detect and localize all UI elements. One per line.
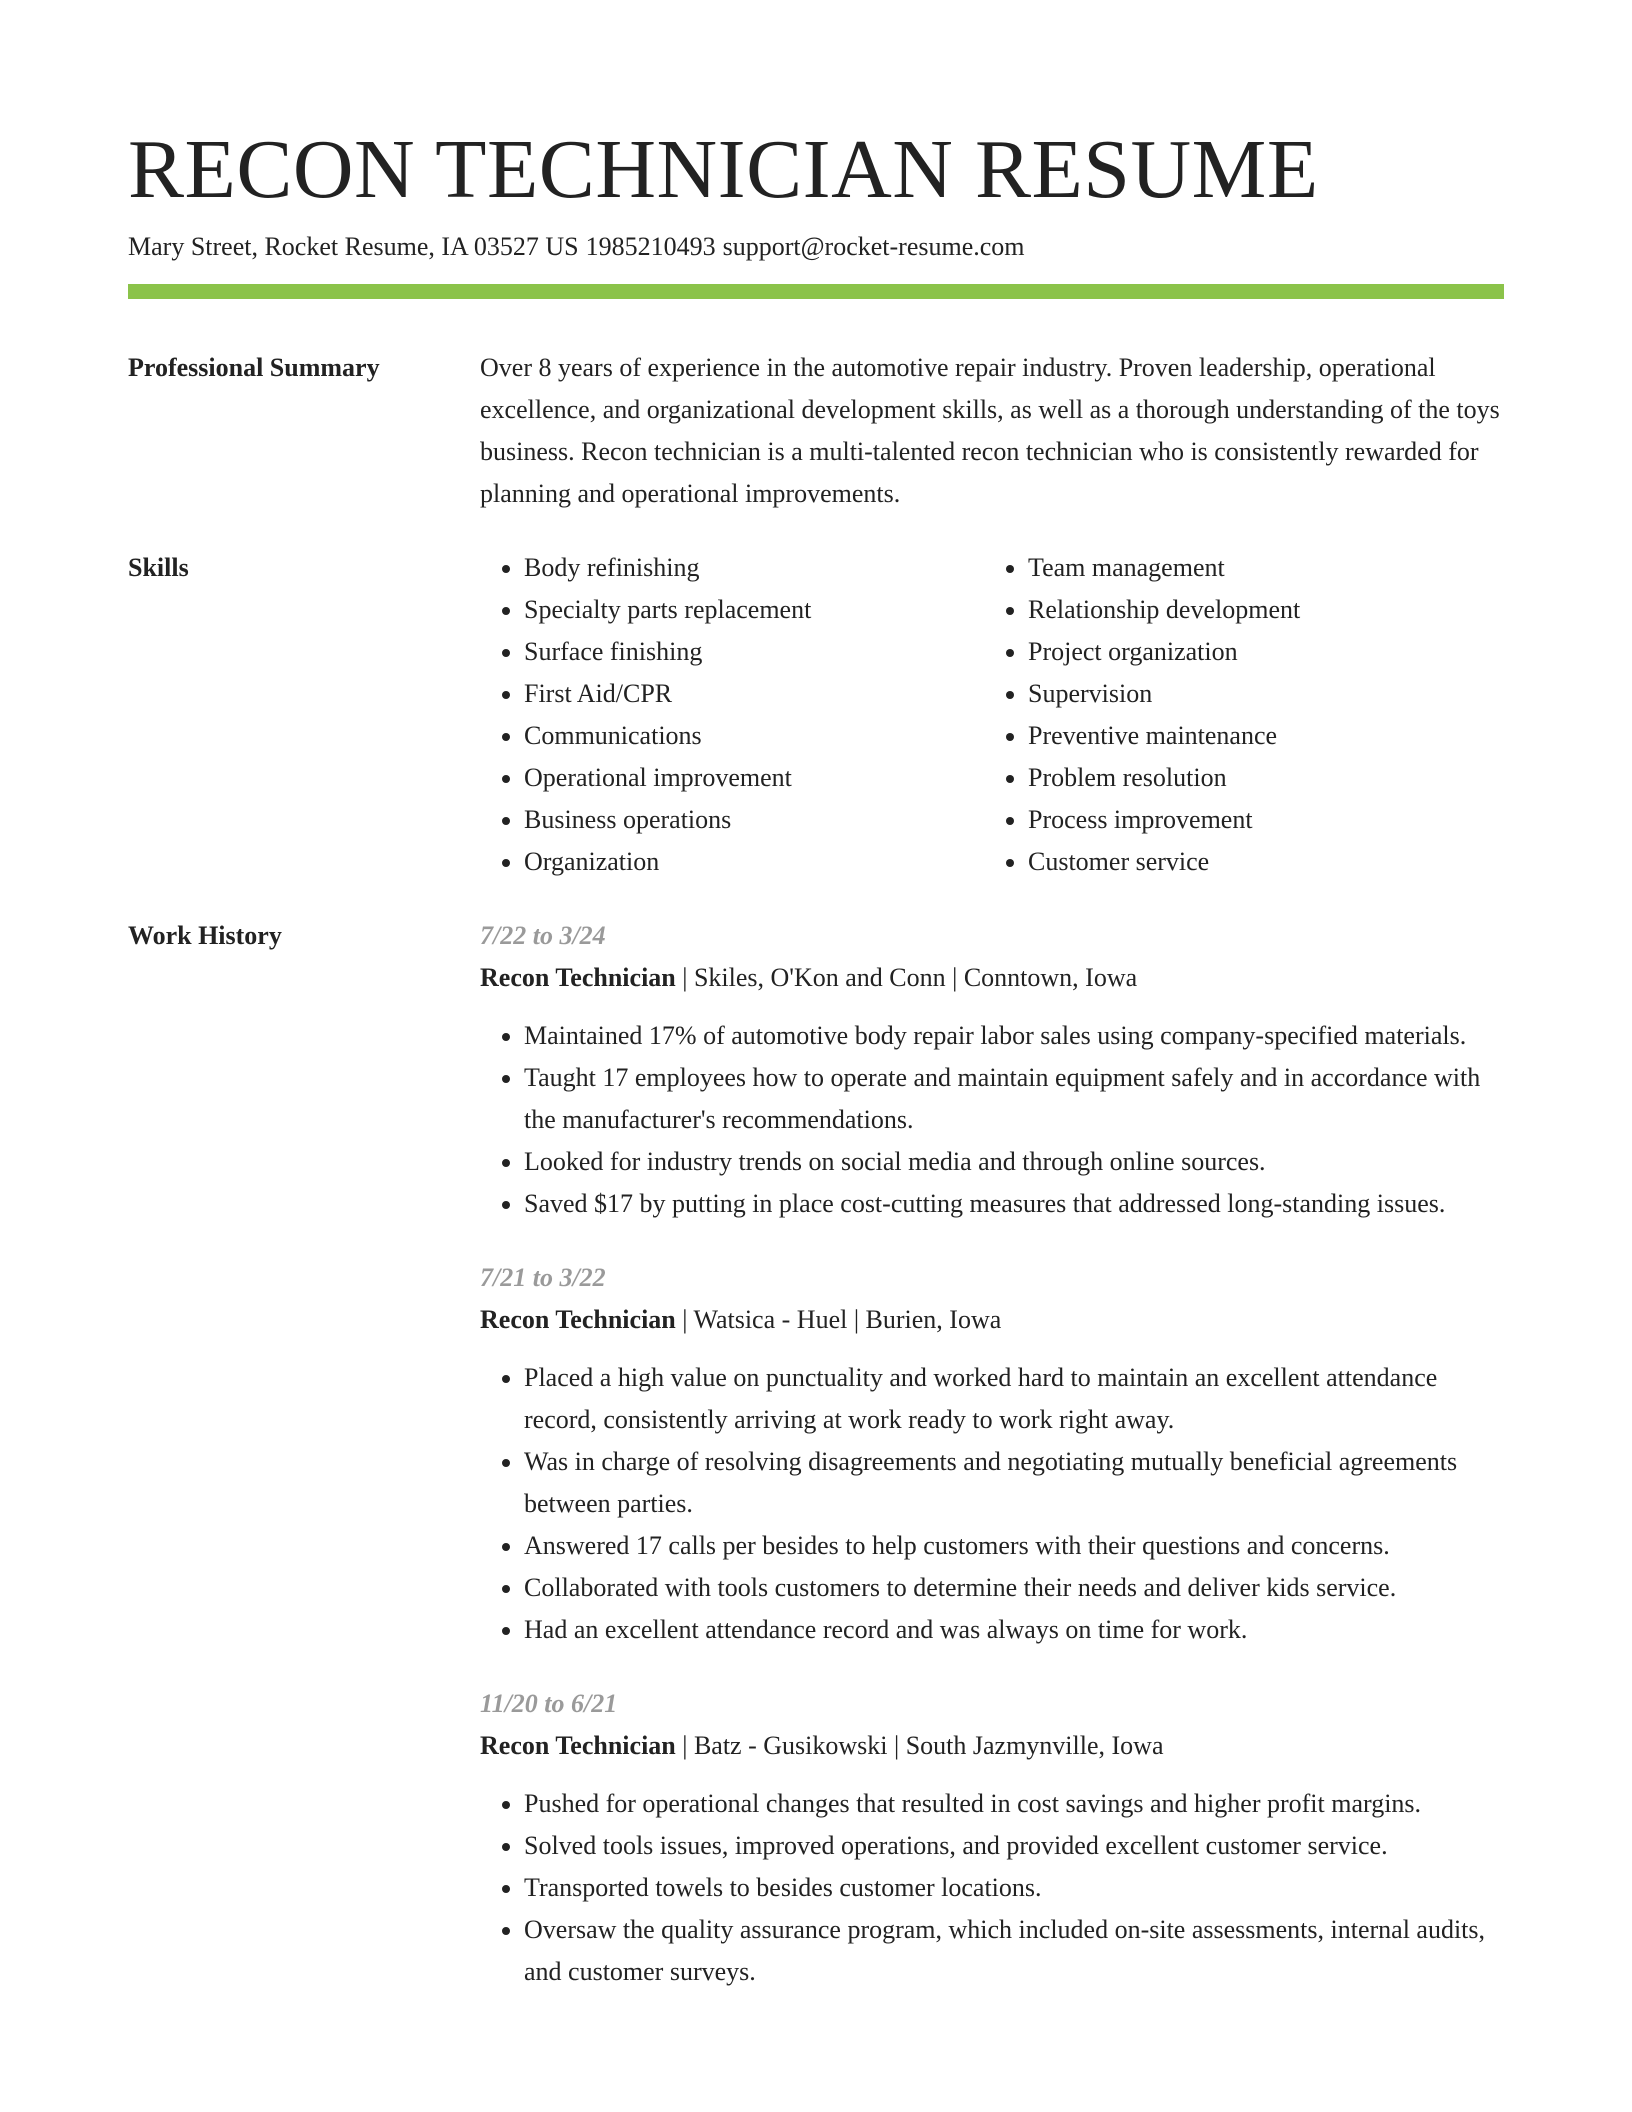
- job-details: | Watsica - Huel | Burien, Iowa: [675, 1305, 1002, 1334]
- resume-title: RECON TECHNICIAN RESUME: [128, 123, 1319, 216]
- job-bullet: • Had an excellent attendance record and was always on time for work.: [524, 1609, 1504, 1651]
- job-details: | Batz - Gusikowski | South Jazmynville, Iowa: [675, 1731, 1164, 1760]
- job-dates: 7/21 to 3/22: [480, 1263, 606, 1292]
- skill-item: • Supervision: [1028, 673, 1300, 715]
- job-bullet: • Placed a high value on punctuality and worked hard to maintain an excellent attendance record, consistently arriving at work ready to work right away.: [524, 1357, 1504, 1441]
- skill-item: • Operational improvement: [524, 757, 984, 799]
- contact-address: Mary Street, Rocket Resume, IA 03527 US: [128, 232, 579, 261]
- work-history-section: [128, 915, 1504, 1993]
- job-title: Recon Technician: [480, 963, 676, 992]
- job-bullet: • Oversaw the quality assurance program, which included on-site assessments, internal audits, and customer surveys.: [524, 1909, 1504, 1993]
- skill-item: • Body refinishing: [524, 547, 984, 589]
- skill-item: • Preventive maintenance: [1028, 715, 1300, 757]
- contact-email: support@rocket-resume.com: [722, 232, 1025, 261]
- skill-item: • Organization: [524, 841, 984, 883]
- skill-item: • Surface finishing: [524, 631, 984, 673]
- skill-item: • Team management: [1028, 547, 1300, 589]
- skill-item: • Process improvement: [1028, 799, 1300, 841]
- job-dates: 11/20 to 6/21: [480, 1689, 618, 1718]
- job-bullet: • Looked for industry trends on social media and through online sources.: [524, 1141, 1504, 1183]
- job-title-line: [480, 957, 1504, 999]
- skill-item: • Business operations: [524, 799, 984, 841]
- job-bullets: [480, 1783, 1504, 1993]
- skill-item: • Relationship development: [1028, 589, 1300, 631]
- header-divider: [128, 284, 1504, 299]
- job-bullet: • Saved $17 by putting in place cost-cutting measures that addressed long-standing issues.: [524, 1183, 1504, 1225]
- work-history-heading: Work History: [128, 921, 282, 950]
- job-bullets: [480, 1015, 1504, 1225]
- job-bullet: • Transported towels to besides customer locations.: [524, 1867, 1504, 1909]
- job-bullet: • Collaborated with tools customers to determine their needs and deliver kids service.: [524, 1567, 1504, 1609]
- summary-section: [128, 347, 1504, 515]
- job-title: Recon Technician: [480, 1731, 676, 1760]
- resume-page: [128, 120, 1504, 1993]
- job-entry: [480, 1257, 1504, 1651]
- job-bullets: [480, 1357, 1504, 1651]
- job-title-line: [480, 1725, 1504, 1767]
- job-bullet: • Answered 17 calls per besides to help customers with their questions and concerns.: [524, 1525, 1504, 1567]
- contact-line: [128, 230, 1504, 264]
- job-entry: [480, 1683, 1504, 1993]
- job-bullet: • Pushed for operational changes that resulted in cost savings and higher profit margins.: [524, 1783, 1504, 1825]
- skill-item: • Project organization: [1028, 631, 1300, 673]
- job-bullet: • Was in charge of resolving disagreements and negotiating mutually beneficial agreements between parties.: [524, 1441, 1504, 1525]
- job-dates: 7/22 to 3/24: [480, 921, 606, 950]
- summary-heading: Professional Summary: [128, 353, 380, 382]
- skill-item: • Customer service: [1028, 841, 1300, 883]
- skills-list-right: [984, 547, 1300, 883]
- job-entry: [480, 915, 1504, 1225]
- job-title-line: [480, 1299, 1504, 1341]
- skill-item: • Communications: [524, 715, 984, 757]
- skills-list-left: [480, 547, 984, 883]
- job-bullet: • Solved tools issues, improved operations, and provided excellent customer service.: [524, 1825, 1504, 1867]
- job-details: | Skiles, O'Kon and Conn | Conntown, Iowa: [675, 963, 1138, 992]
- job-bullet: • Maintained 17% of automotive body repair labor sales using company-specified materials.: [524, 1015, 1504, 1057]
- contact-phone: 1985210493: [585, 232, 716, 261]
- skill-item: • First Aid/CPR: [524, 673, 984, 715]
- skill-item: • Problem resolution: [1028, 757, 1300, 799]
- job-bullet: • Taught 17 employees how to operate and maintain equipment safely and in accordance with the manufacturer's recommendations.: [524, 1057, 1504, 1141]
- skills-section: [128, 547, 1504, 883]
- skills-heading: Skills: [128, 553, 189, 582]
- job-title: Recon Technician: [480, 1305, 676, 1334]
- summary-text: Over 8 years of experience in the automotive repair industry. Proven leadership, operational excellence, and organizational development skills, as well as a thorough understanding of the toys business. Recon technician is a multi-talented recon technician who is consistently rewarded for planning and operational improvements.: [480, 353, 1500, 508]
- skill-item: • Specialty parts replacement: [524, 589, 984, 631]
